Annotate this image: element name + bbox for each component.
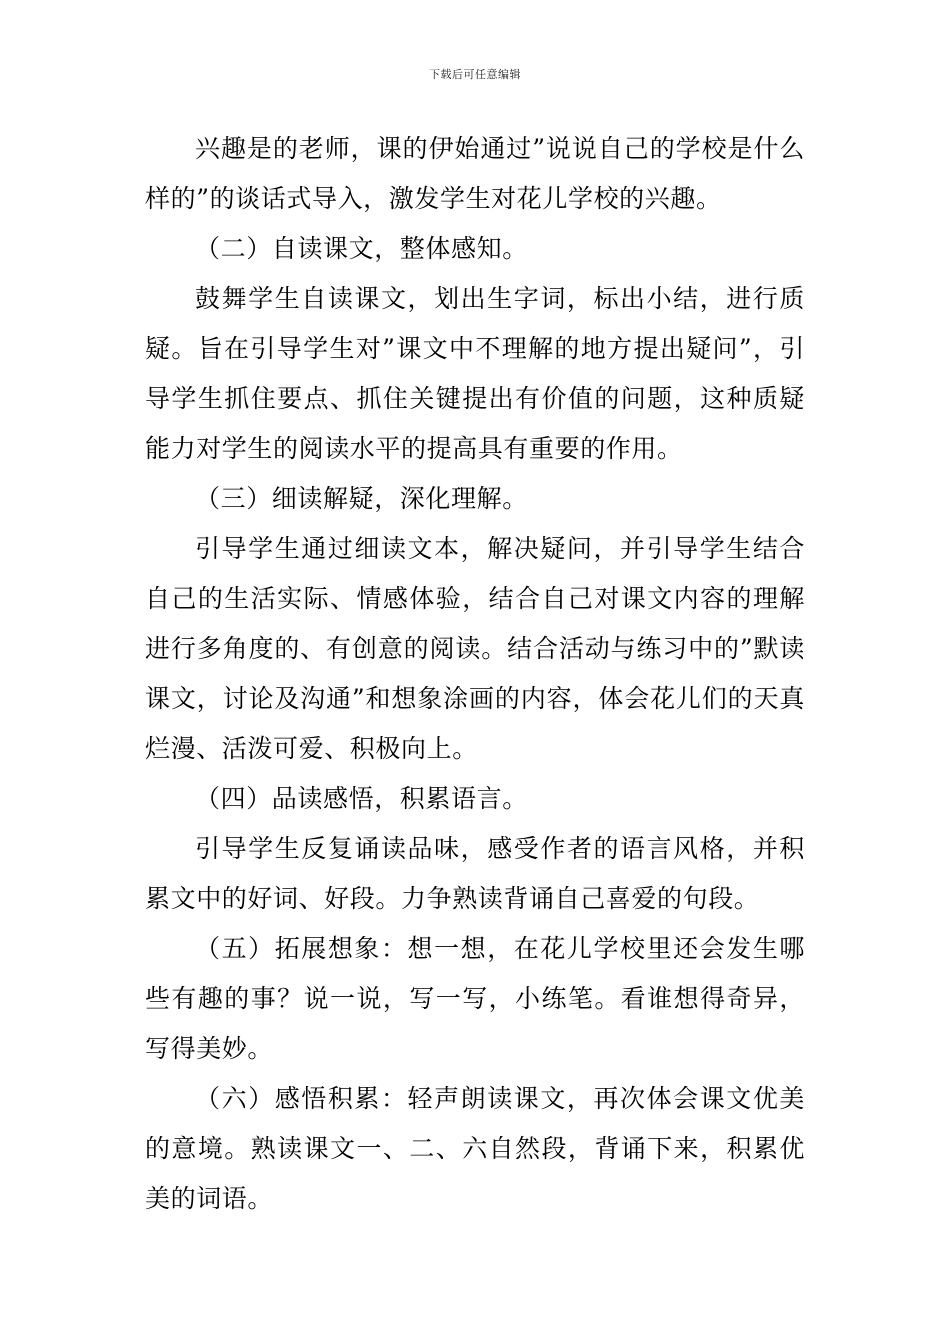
paragraph-self-reading: 鼓舞学生自读课文，划出生字词，标出小结，进行质疑。旨在引导学生对”课文中不理解的地方提出疑问”，引导学生抓住要点、抓住关键提出有价值的问题，这种质疑能力对学生的阅读水平的提高具有重要的作用。 <box>145 284 805 463</box>
section-heading-2: （二）自读课文，整体感知。 <box>195 234 528 263</box>
section-heading-3: （三）细读解疑，深化理解。 <box>195 484 528 513</box>
paragraph-recitation: 引导学生反复诵读品味，感受作者的语言风格，并积累文中的好词、好段。力争熟读背诵自己喜爱的句段。 <box>145 834 805 913</box>
section-heading-4: （四）品读感悟，积累语言。 <box>195 784 528 813</box>
document-body <box>145 124 805 1224</box>
page-header-note: 下载后可任意编辑 <box>429 68 521 81</box>
section-heading-5: （五）拓展想象：想一想，在花儿学校里还会发生哪些有趣的事？说一说，写一写，小练笔。看谁想得奇异，写得美妙。 <box>145 934 805 1063</box>
section-heading-6: （六）感悟积累：轻声朗读课文，再次体会课文优美的意境。熟读课文一、二、六自然段，背诵下来，积累优美的词语。 <box>145 1084 805 1213</box>
paragraph-intro: 兴趣是的老师，课的伊始通过”说说自己的学校是什么样的”的谈话式导入，激发学生对花儿学校的兴趣。 <box>145 134 805 213</box>
paragraph-close-reading: 引导学生通过细读文本，解决疑问，并引导学生结合自己的生活实际、情感体验，结合自己对课文内容的理解进行多角度的、有创意的阅读。结合活动与练习中的”默读课文，讨论及沟通”和想象涂画的内容，体会花儿们的天真烂漫、活泼可爱、积极向上。 <box>145 534 805 763</box>
